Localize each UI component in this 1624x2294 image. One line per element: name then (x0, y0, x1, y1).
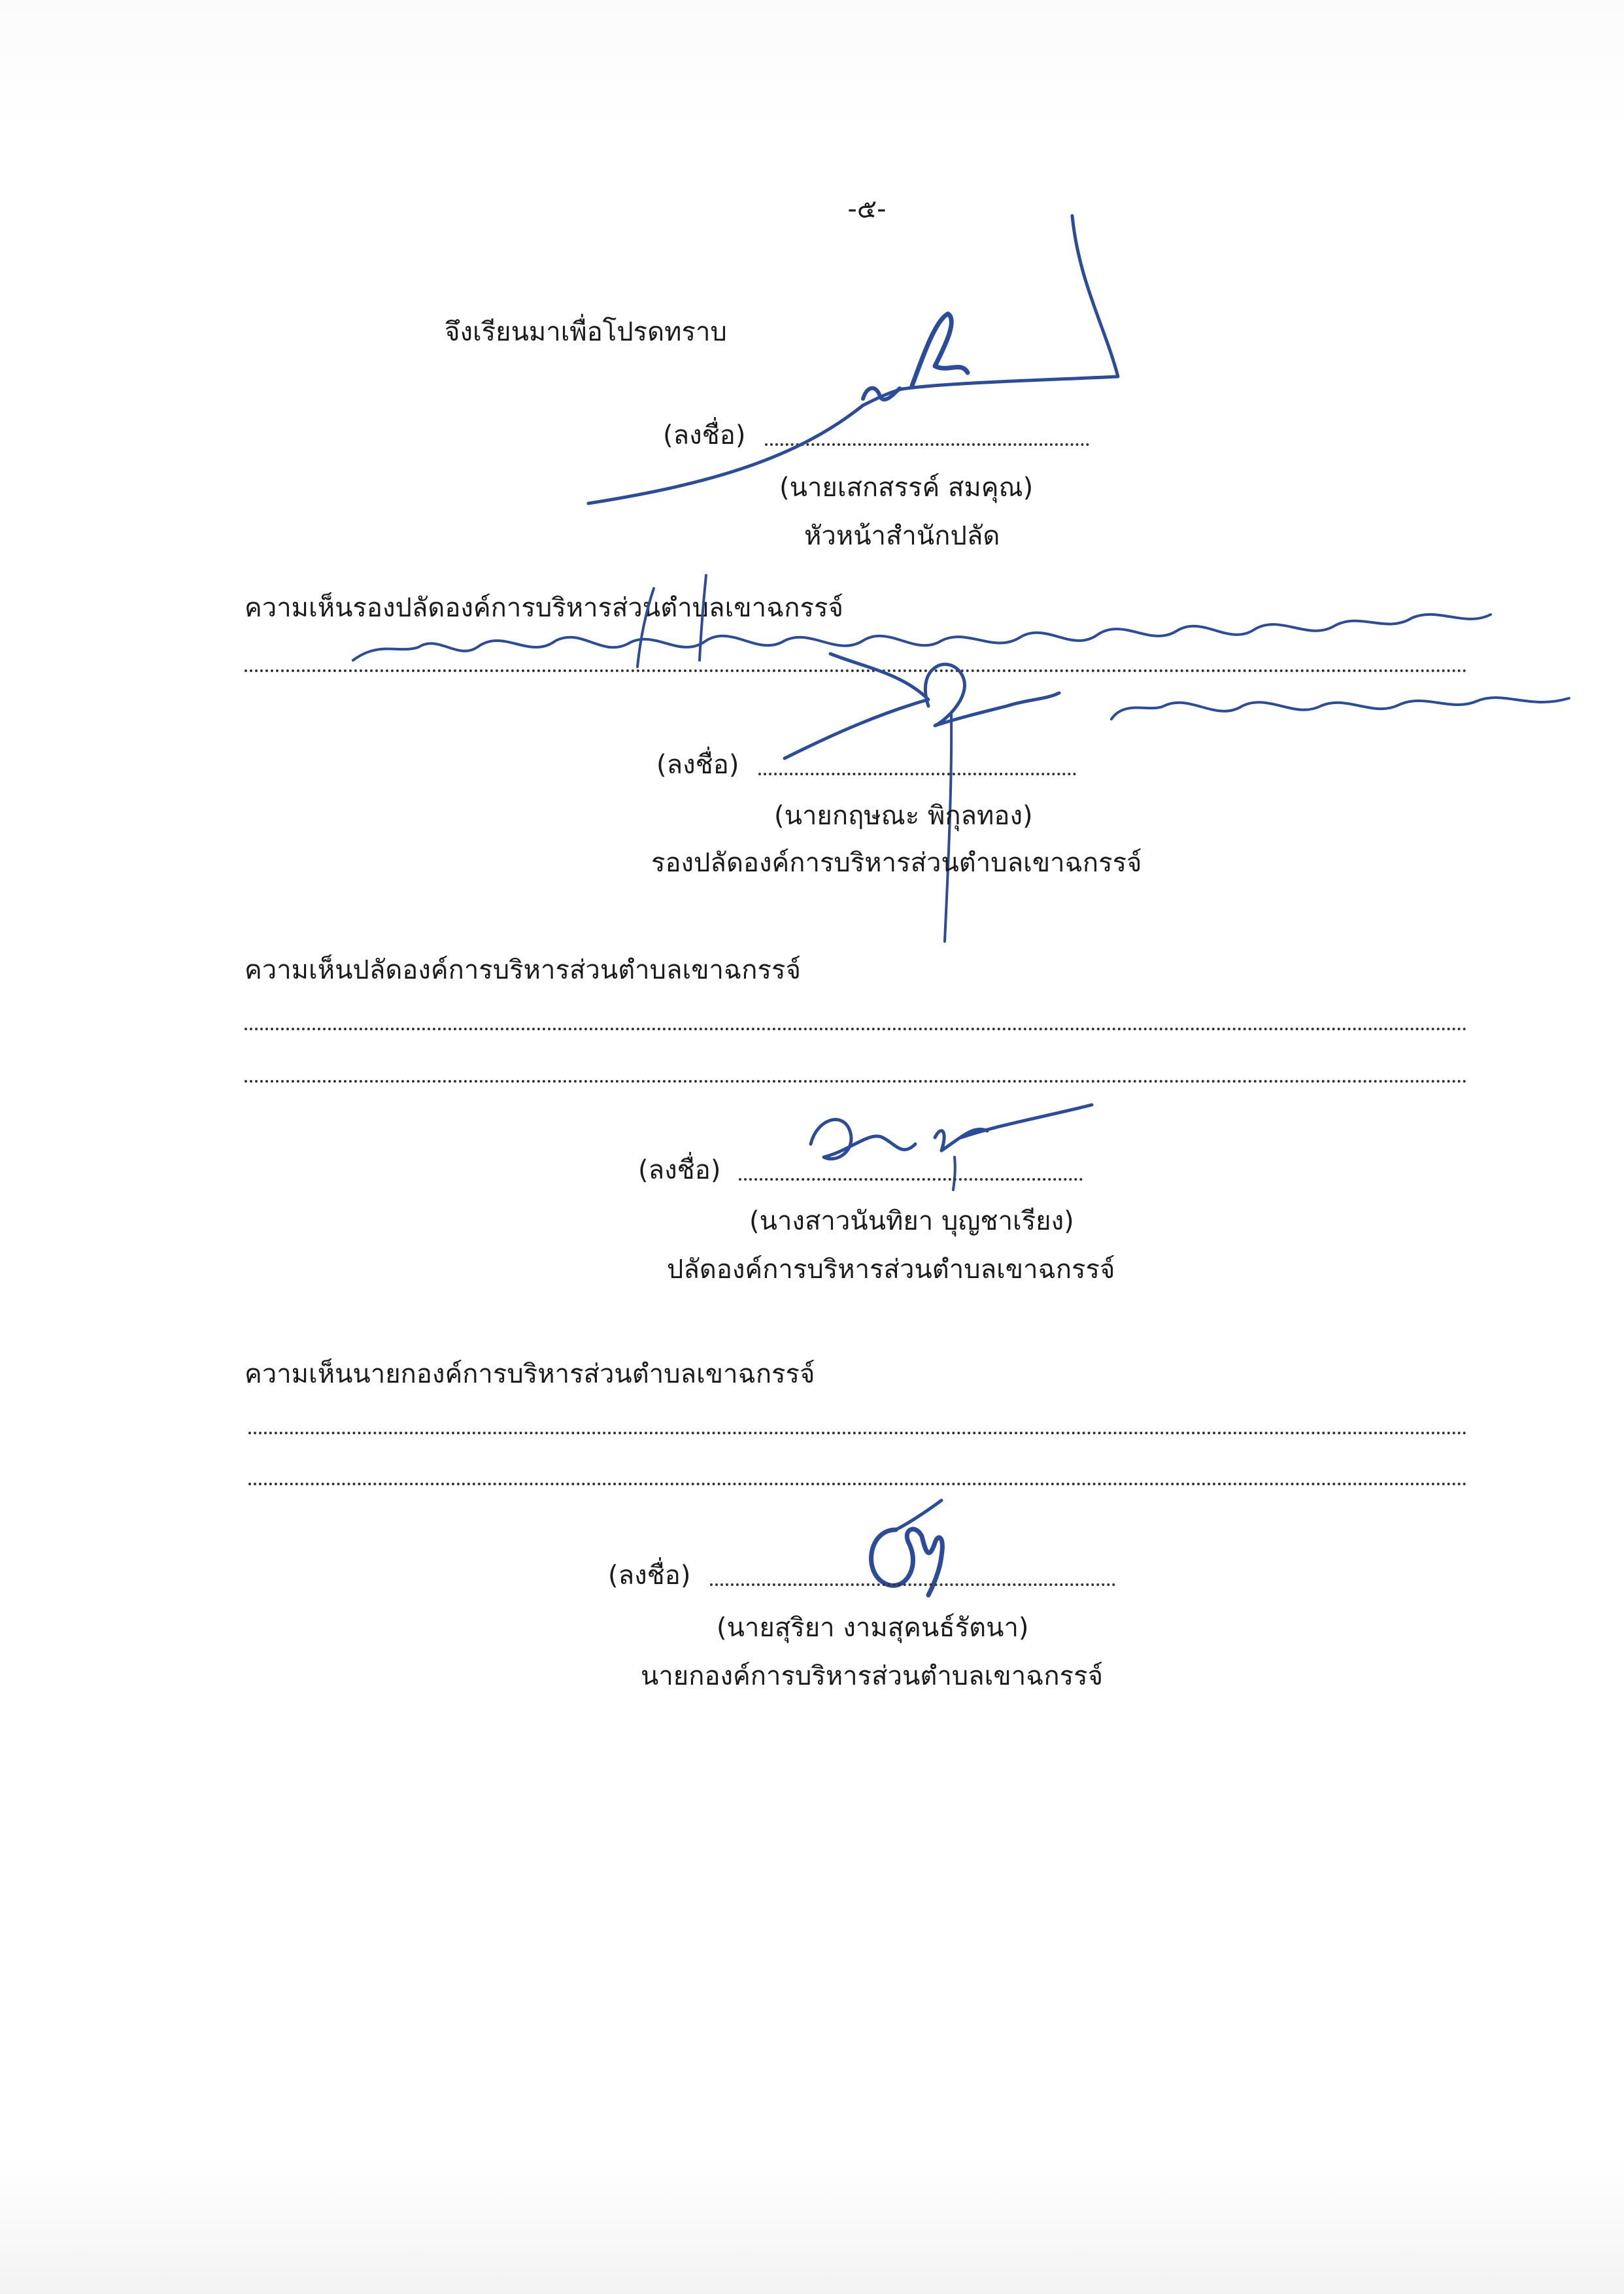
signer-4-position: นายกองค์การบริหารส่วนตำบลเขาฉกรรจ์ (641, 1661, 1104, 1691)
signature-line (710, 1583, 1115, 1586)
closing-line: จึงเรียนมาเพื่อโปรดทราบ (445, 317, 727, 347)
signature-2 (732, 628, 1072, 954)
page-number: -๕- (847, 194, 887, 224)
section-4-heading: ความเห็นนายกองค์การบริหารส่วนตำบลเขาฉกรรจ์ (245, 1359, 815, 1389)
signer-1-name: (นายเสกสรรค์ สมคุณ) (779, 473, 1034, 503)
signer-3-name: (นางสาวนันทิยา บุญชาเรียง) (749, 1206, 1074, 1236)
sign-label: (ลงชื่อ) (638, 1155, 721, 1185)
signature-line (758, 773, 1076, 775)
sign-label: (ลงชื่อ) (663, 420, 746, 450)
signer-2-name: (นายกฤษณะ พิกุลทอง) (774, 801, 1033, 831)
signature-line (739, 1178, 1083, 1181)
signer-3-position: ปลัดองค์การบริหารส่วนตำบลเขาฉกรรจ์ (667, 1255, 1115, 1285)
signer-2-position: รองปลัดองค์การบริหารส่วนตำบลเขาฉกรรจ์ (651, 848, 1142, 878)
sign-label: (ลงชื่อ) (608, 1560, 691, 1591)
signature-3 (804, 1098, 1111, 1190)
signature-1 (582, 209, 1144, 516)
comment-line-1 (248, 1432, 1467, 1434)
comment-line-2 (248, 1483, 1467, 1485)
section-2-heading: ความเห็นรองปลัดองค์การบริหารส่วนตำบลเขาฉกรรจ์ (245, 593, 843, 623)
sign-label: (ลงชื่อ) (656, 750, 739, 780)
comment-line-1 (245, 1028, 1467, 1030)
section-3-heading: ความเห็นปลัดองค์การบริหารส่วนตำบลเขาฉกรรจ์ (245, 955, 801, 985)
signer-1-position: หัวหน้าสำนักปลัด (804, 521, 1000, 551)
signature-4 (856, 1497, 961, 1608)
comment-line-2 (245, 1080, 1467, 1083)
signer-4-name: (นายสุริยา งามสุคนธ์รัตนา) (717, 1613, 1029, 1643)
